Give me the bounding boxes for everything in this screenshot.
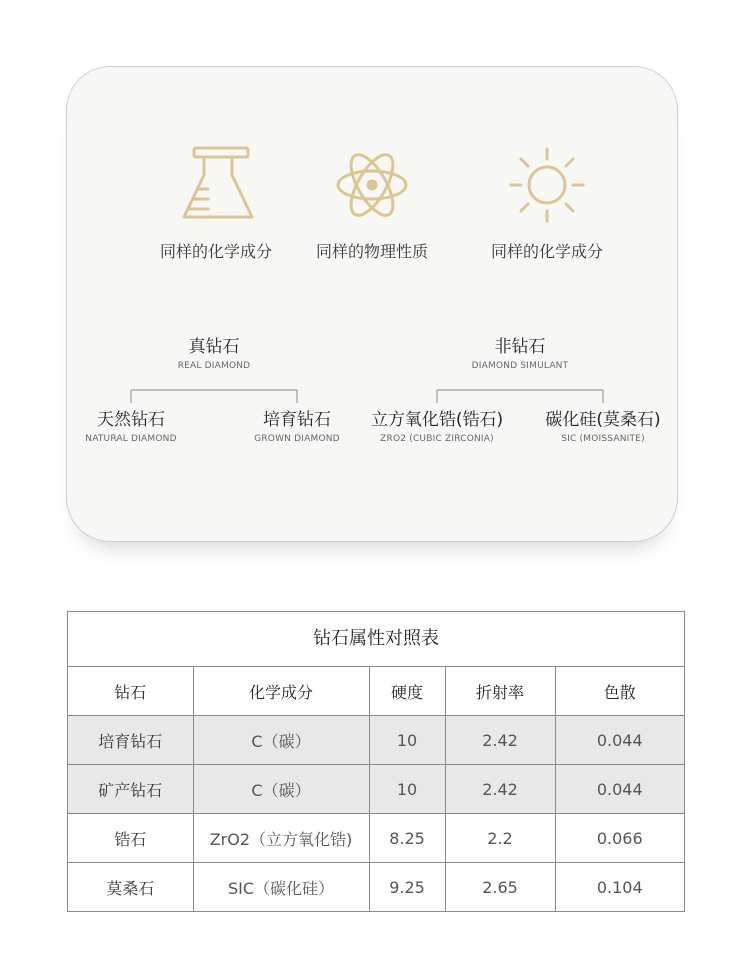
cell-dispersion: 0.066	[555, 814, 684, 863]
cell-hardness: 10	[369, 765, 445, 814]
header-hardness: 硬度	[369, 667, 445, 716]
node-title: 真钻石	[188, 337, 240, 357]
comparison-card	[66, 66, 678, 542]
node-title: 天然钻石	[97, 410, 165, 430]
tree-grown-diamond	[237, 410, 357, 444]
cell-dispersion: 0.104	[596, 877, 643, 897]
header-dispersion: 色散	[555, 667, 684, 716]
node-subtitle: DIAMOND SIMULANT	[471, 361, 569, 371]
cell-dispersion: 0.044	[555, 716, 684, 765]
table-row	[68, 765, 684, 814]
tree-connectors	[67, 67, 679, 543]
cell-dispersion: 0.044	[555, 765, 684, 814]
node-subtitle: ZRO2 (CUBIC ZIRCONIA)	[380, 434, 494, 444]
node-subtitle: REAL DIAMOND	[177, 361, 251, 371]
feature-label: 同样的化学成分	[159, 242, 272, 261]
table-title: 钻石属性对照表	[68, 612, 684, 667]
node-subtitle: NATURAL DIAMOND	[85, 434, 177, 444]
cell-hardness: 10	[369, 716, 445, 765]
diamond-properties-table	[67, 611, 685, 912]
cell-refractive-index: 2.2	[445, 814, 555, 863]
properties-grid	[68, 667, 684, 911]
tree-real-diamond	[164, 337, 264, 371]
header-refractive-index: 折射率	[445, 667, 555, 716]
cell-hardness: 8.25	[369, 814, 445, 863]
table-row	[68, 863, 684, 912]
tree-natural-diamond	[71, 410, 191, 444]
table-header-row	[68, 667, 684, 716]
cell-name: 莫桑石	[68, 863, 193, 912]
node-title: 非钻石	[494, 337, 546, 357]
cell-composition: ZrO2（立方氧化锆)	[193, 814, 369, 863]
node-subtitle: GROWN DIAMOND	[254, 434, 340, 444]
node-subtitle: SIC (MOISSANITE)	[561, 434, 645, 444]
node-title: 立方氧化锆(锆石)	[370, 410, 504, 430]
tree-diamond-simulant	[460, 337, 580, 371]
feature-label: 同样的化学成分	[490, 242, 603, 261]
header-diamond: 钻石	[68, 667, 193, 716]
cell-refractive-index: 2.42	[445, 765, 555, 814]
cell-refractive-index: 2.65	[445, 863, 555, 912]
header-composition: 化学成分	[193, 667, 369, 716]
cell-composition: C（碳）	[193, 765, 369, 814]
cell-composition: SIC（碳化硅）	[193, 863, 369, 912]
cell-name: 锆石	[68, 814, 193, 863]
cell-hardness: 9.25	[369, 863, 445, 912]
table-row	[68, 716, 684, 765]
tree-moissanite	[533, 410, 673, 444]
cell-name: 培育钻石	[68, 716, 193, 765]
table-row	[68, 814, 684, 863]
node-title: 培育钻石	[263, 410, 331, 430]
feature-label: 同样的物理性质	[315, 242, 428, 261]
cell-composition: C（碳）	[193, 716, 369, 765]
node-title: 碳化硅(莫桑石)	[545, 410, 661, 430]
tree-cubic-zirconia	[357, 410, 517, 444]
cell-refractive-index: 2.42	[445, 716, 555, 765]
cell-name: 矿产钻石	[68, 765, 193, 814]
